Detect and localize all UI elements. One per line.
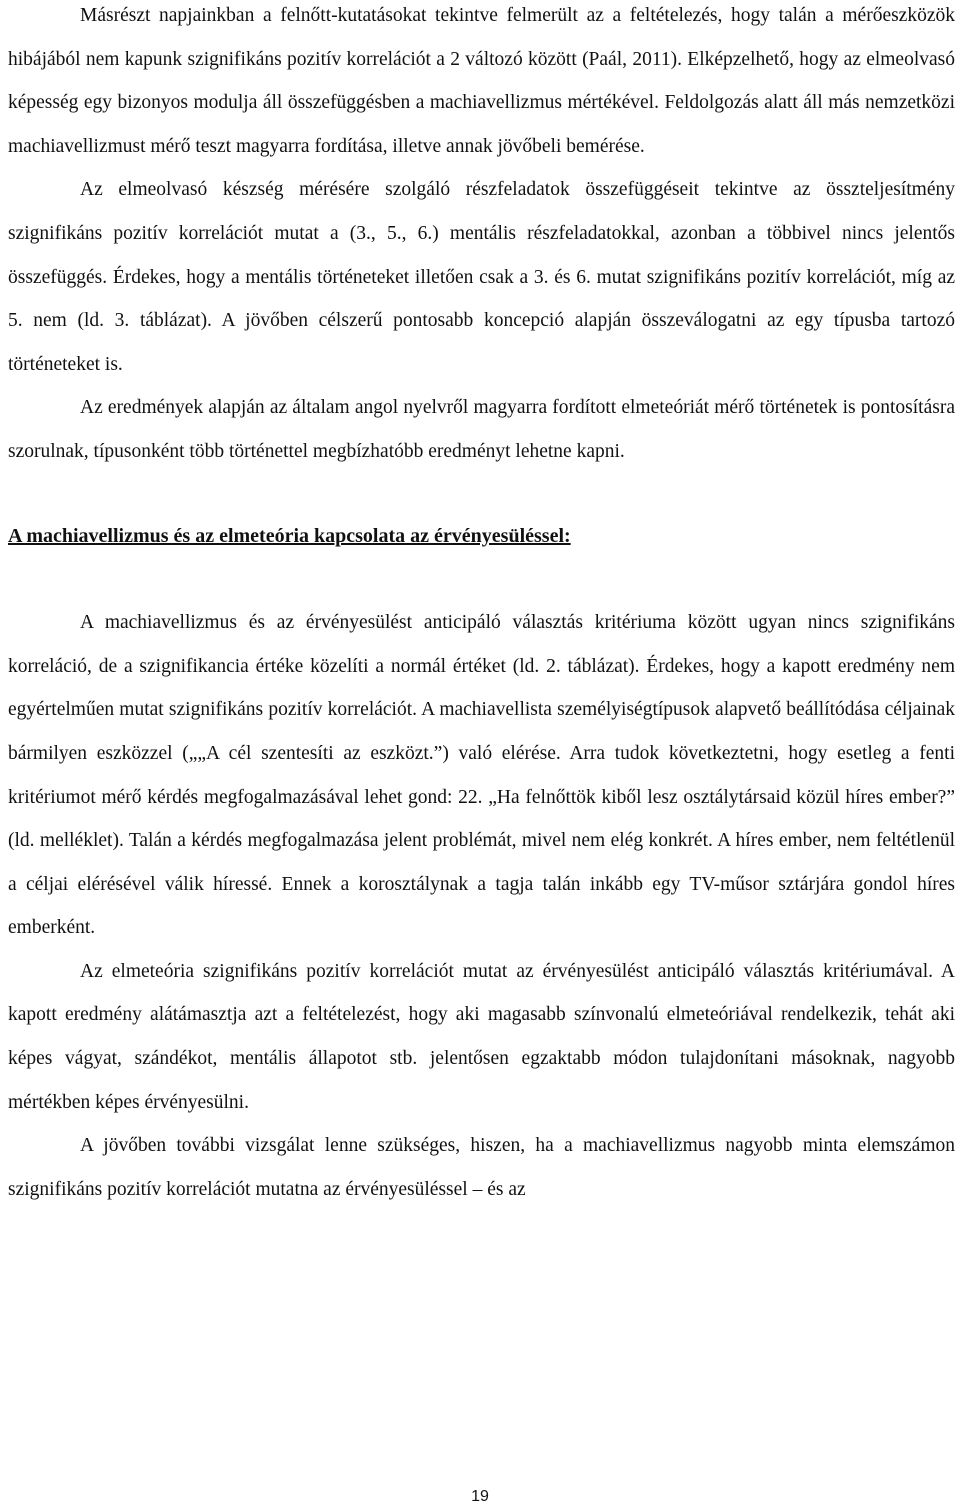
page-number: 19 — [471, 1488, 489, 1505]
paragraph-future-research: A jövőben további vizsgálat lenne szükséges, hiszen, ha a machiavellizmus nagyobb minta elemszámon szignifikáns pozitív korrelációt mutatna az érvényesüléssel – és az — [8, 1135, 955, 1200]
paragraph-translated-stories: Az eredmények alapján az általam angol nyelvről magyarra fordított elmeteóriát mérő történetek is pontosításra szorulnak, típusonként több történettel megbízhatóbb eredményt lehetne kapni. — [8, 397, 955, 462]
section-heading: A machiavellizmus és az elmeteória kapcsolata az érvényesüléssel: — [8, 524, 571, 547]
document-page — [8, 0, 955, 1211]
section-spacer — [8, 558, 955, 601]
paragraph-theory-of-mind-success: Az elmeteória szignifikáns pozitív korrelációt mutat az érvényesülést anticipáló választás kritériumával. A kapott eredmény alátámasztja azt a feltételezést, hogy aki magasabb színvonalú elmeteóriával rendelkezik, tehát aki képes vágyat, szándékot, mentális állapotot stb. jelentősen egzaktabb módon tulajdonítani másoknak, nagyobb mértékben képes érvényesülni. — [8, 960, 955, 1113]
paragraph-mental-measurement: Másrészt napjainkban a felnőtt-kutatásokat tekintve felmerült az a feltételezés, hogy talán a mérőeszközök hibájából nem kapunk szignifikáns pozitív korrelációt a 2 változó között (Paál, 2011). Elképzelhető, hogy az elmeolvasó képesség egy bizonyos modulja áll összefüggésben a machiavellizmus mértékével. Feldolgozás alatt áll más nemzetközi machiavellizmust mérő teszt magyarra fordítása, illetve annak jövőbeli bemérése. — [8, 5, 955, 157]
paragraph-subtask-correlations: Az elmeolvasó készség mérésére szolgáló részfeladatok összefüggéseit tekintve az összteljesítmény szignifikáns pozitív korrelációt mutat a (3., 5., 6.) mentális részfeladatokkal, azonban a többivel nincs jelentős összefüggés. Érdekes, hogy a mentális történeteket illetően csak a 3. és 6. mutat szignifikáns pozitív korrelációt, míg az 5. nem (ld. 3. táblázat). A jövőben célszerű pontosabb koncepció alapján összeválogatni az egy típusba tartozó történeteket is. — [8, 179, 955, 375]
paragraph-machiavellianism-success: A machiavellizmus és az érvényesülést anticipáló választás kritériuma között ugyan nincs szignifikáns korreláció, de a szignifikancia értéke közelíti a normál értéket (ld. 2. táblázat). Érdekes, hogy a kapott eredmény nem egyértelműen mutat szignifikáns pozitív korrelációt. A machiavellista személyiségtípusok alapvető beállítódása céljainak bármilyen eszközzel („„A cél szentesíti az eszközt.”) való elérése. Arra tudok következtetni, hogy esetleg a fenti kritériumot mérő kérdés megfogalmazásával lehet gond: 22. „Ha felnőttök kiből lesz osztálytársaid közül híres ember?” (ld. melléklet). Talán a kérdés megfogalmazása jelent problémát, mivel nem elég konkrét. A híres ember, nem feltétlenül a céljai elérésével válik híressé. Ennek a korosztálynak a tagja talán inkább egy TV-műsor sztárjára gondol híres emberként. — [8, 612, 955, 939]
